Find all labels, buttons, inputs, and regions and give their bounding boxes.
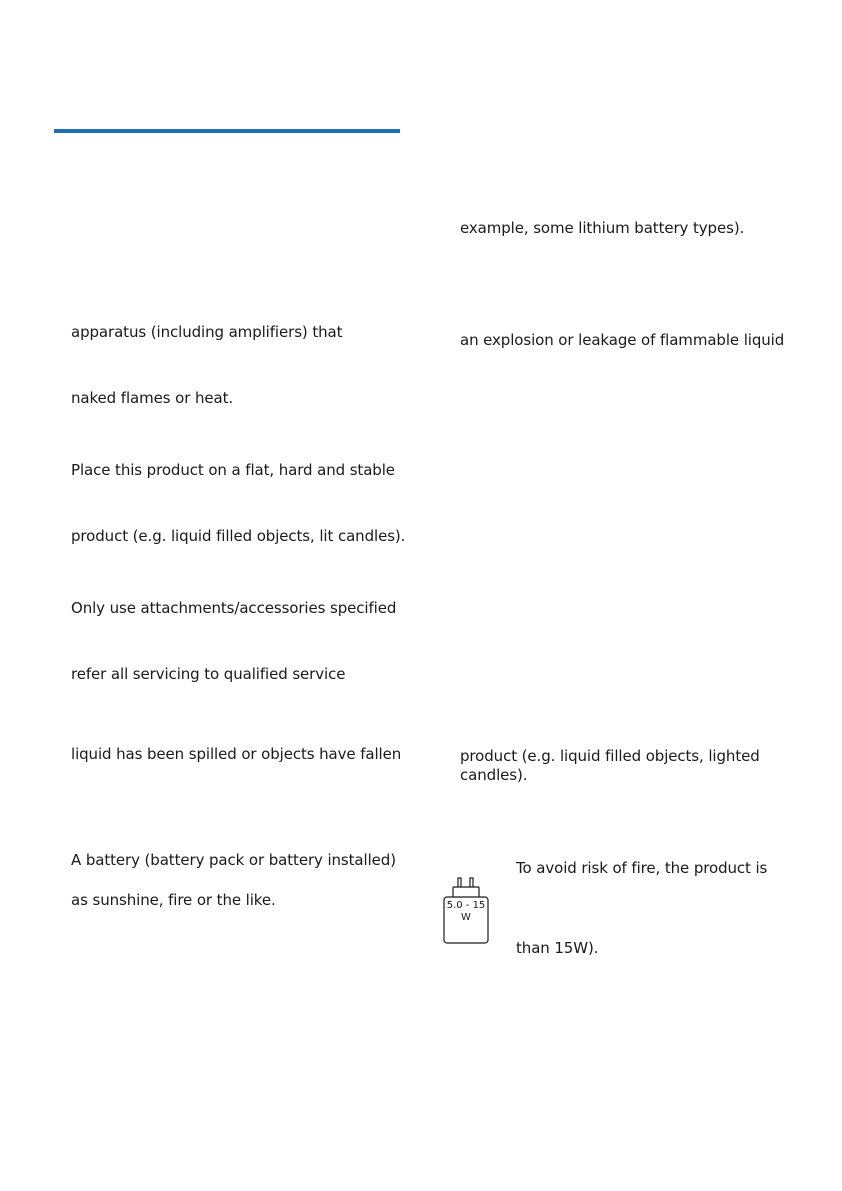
power-adapter-icon xyxy=(443,877,489,944)
power-adapter-rating-range: 5.0 - 15 xyxy=(446,900,486,911)
section-header-rule xyxy=(54,129,400,133)
charger-note-line: than 15W). xyxy=(516,939,599,957)
charger-note-line: To avoid risk of fire, the product is xyxy=(516,859,768,877)
right-text-line: candles). xyxy=(460,766,528,784)
right-text-line: an explosion or leakage of flammable liquid xyxy=(460,331,785,349)
power-adapter-rating xyxy=(444,900,488,924)
right-text-line: product (e.g. liquid filled objects, lighted xyxy=(460,747,760,765)
left-text-line: Only use attachments/accessories specified xyxy=(71,599,397,617)
left-text-line: naked flames or heat. xyxy=(71,389,234,407)
power-adapter-rating-unit: W xyxy=(461,912,471,923)
left-text-line: Place this product on a flat, hard and stable xyxy=(71,461,395,479)
left-text-line: refer all servicing to qualified service xyxy=(71,665,346,683)
left-text-line: product (e.g. liquid filled objects, lit candles). xyxy=(71,527,406,545)
left-text-line: A battery (battery pack or battery installed) xyxy=(71,851,396,869)
right-text-line: example, some lithium battery types). xyxy=(460,219,745,237)
left-text-line: liquid has been spilled or objects have fallen xyxy=(71,745,402,763)
left-text-line: as sunshine, fire or the like. xyxy=(71,891,276,909)
left-text-line: apparatus (including amplifiers) that xyxy=(71,323,343,341)
